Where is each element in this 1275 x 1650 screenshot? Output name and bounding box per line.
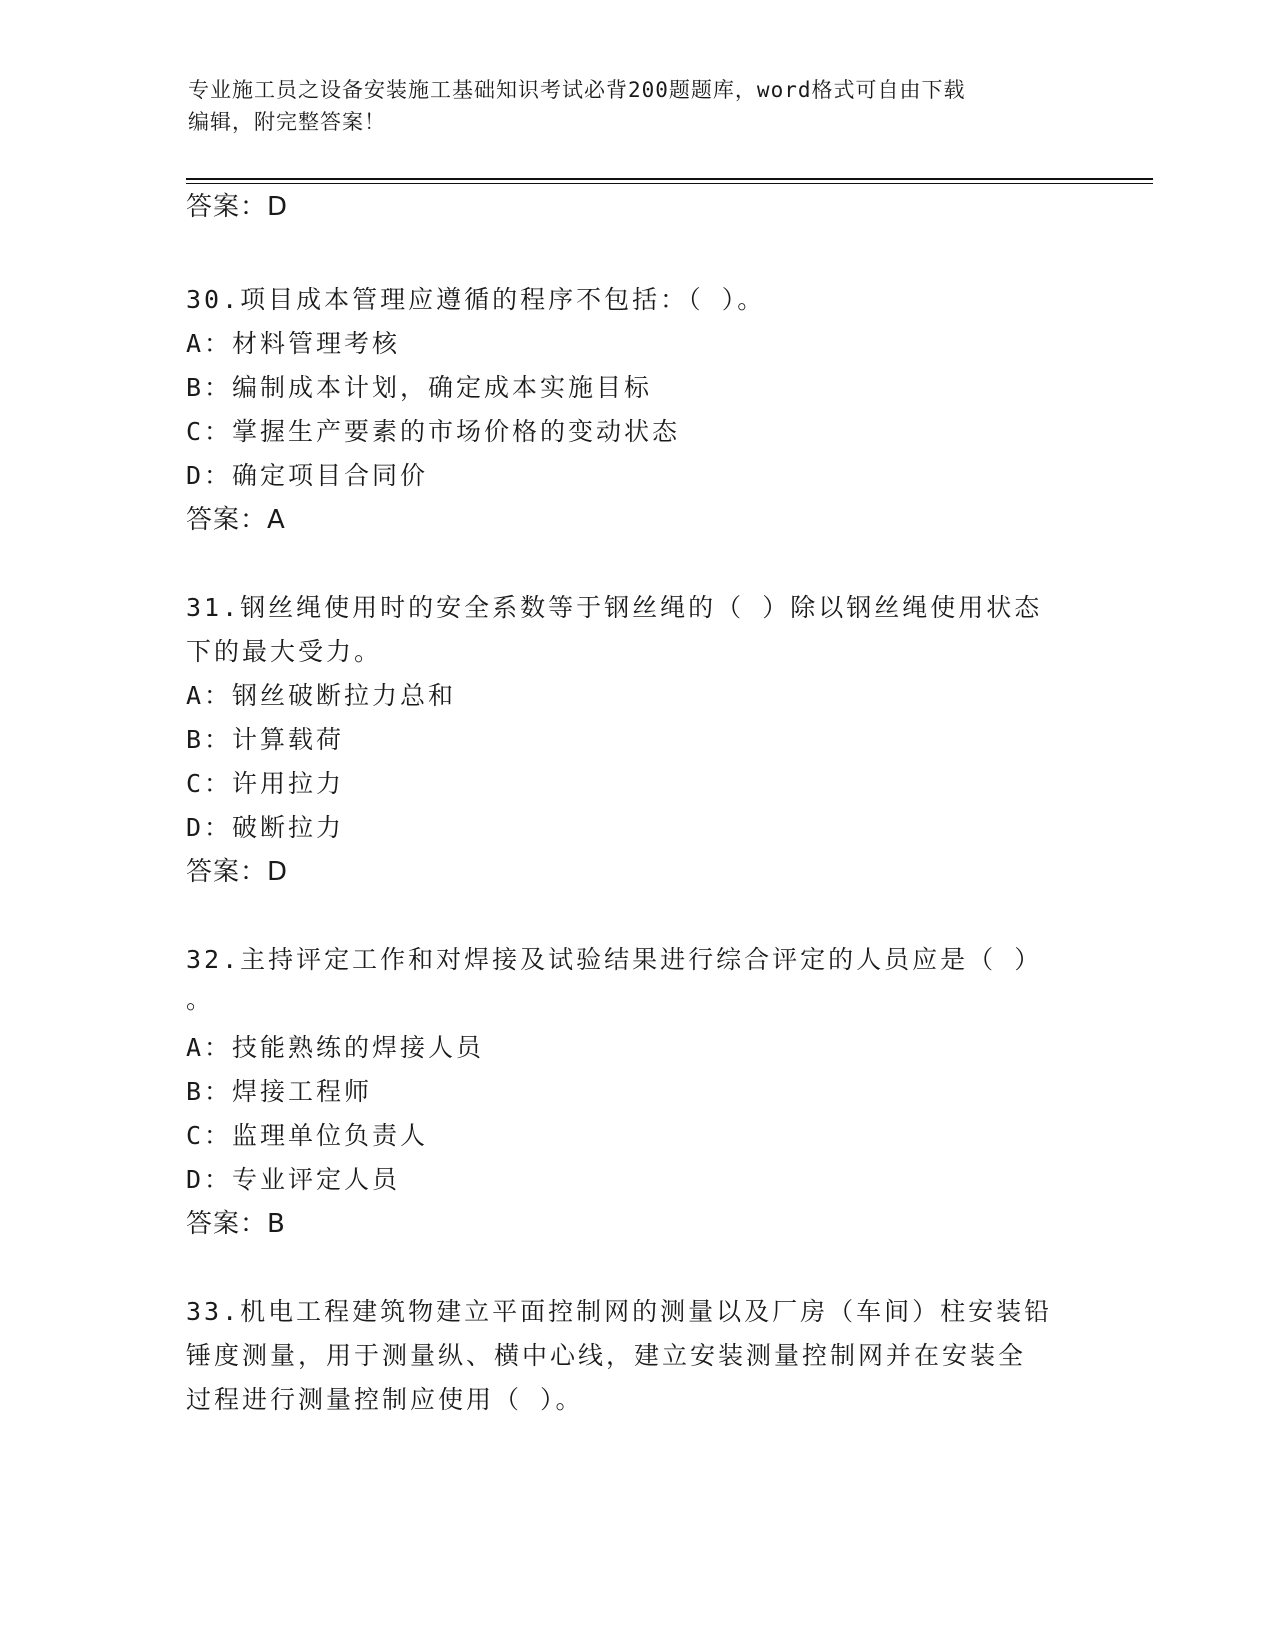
question-33-stem-line-3: 过程进行测量控制应使用（ ）。 bbox=[186, 1385, 584, 1414]
question-32-option-b: B：焊接工程师 bbox=[186, 1077, 373, 1106]
question-32-stem-line-1: 32.主持评定工作和对焊接及试验结果进行综合评定的人员应是（ ） bbox=[186, 945, 1043, 974]
question-30-option-d: D：确定项目合同价 bbox=[186, 461, 429, 490]
question-31-option-c: C：许用拉力 bbox=[186, 769, 345, 798]
question-30-stem-line-1: 30.项目成本管理应遵循的程序不包括：（ ）。 bbox=[186, 285, 766, 314]
question-31-stem-line-1: 31.钢丝绳使用时的安全系数等于钢丝绳的（ ）除以钢丝绳使用状态 bbox=[186, 593, 1043, 622]
question-30-option-b: B：编制成本计划，确定成本实施目标 bbox=[186, 373, 653, 402]
question-32-stem-line-2: 。 bbox=[186, 985, 215, 1014]
question-30-option-c: C：掌握生产要素的市场价格的变动状态 bbox=[186, 417, 681, 446]
document-header bbox=[188, 74, 1068, 138]
question-31-answer: 答案：D bbox=[186, 857, 289, 887]
header-rule-thick bbox=[186, 178, 1153, 180]
question-33-stem-line-1: 33.机电工程建筑物建立平面控制网的测量以及厂房（车间）柱安装铅 bbox=[186, 1297, 1053, 1326]
question-32-option-c: C：监理单位负责人 bbox=[186, 1121, 429, 1150]
question-32-option-a: A：技能熟练的焊接人员 bbox=[186, 1033, 485, 1062]
question-31-stem-line-2: 下的最大受力。 bbox=[186, 637, 383, 666]
question-33-stem-line-2: 锤度测量，用于测量纵、横中心线，建立安装测量控制网并在安装全 bbox=[186, 1341, 1027, 1370]
question-30-answer: 答案：A bbox=[186, 505, 286, 535]
header-line-2: 编辑，附完整答案！ bbox=[188, 110, 386, 134]
question-31-option-b: B：计算载荷 bbox=[186, 725, 345, 754]
question-32-option-d: D：专业评定人员 bbox=[186, 1165, 401, 1194]
question-31-option-d: D：破断拉力 bbox=[186, 813, 345, 842]
header-line-1: 专业施工员之设备安装施工基础知识考试必背200题题库，word格式可自由下载 bbox=[188, 78, 966, 102]
question-31-option-a: A：钢丝破断拉力总和 bbox=[186, 681, 457, 710]
answer-previous: 答案：D bbox=[186, 192, 289, 222]
question-32-answer: 答案：B bbox=[186, 1209, 286, 1239]
header-rule-thin bbox=[186, 183, 1153, 184]
question-30-option-a: A：材料管理考核 bbox=[186, 329, 401, 358]
